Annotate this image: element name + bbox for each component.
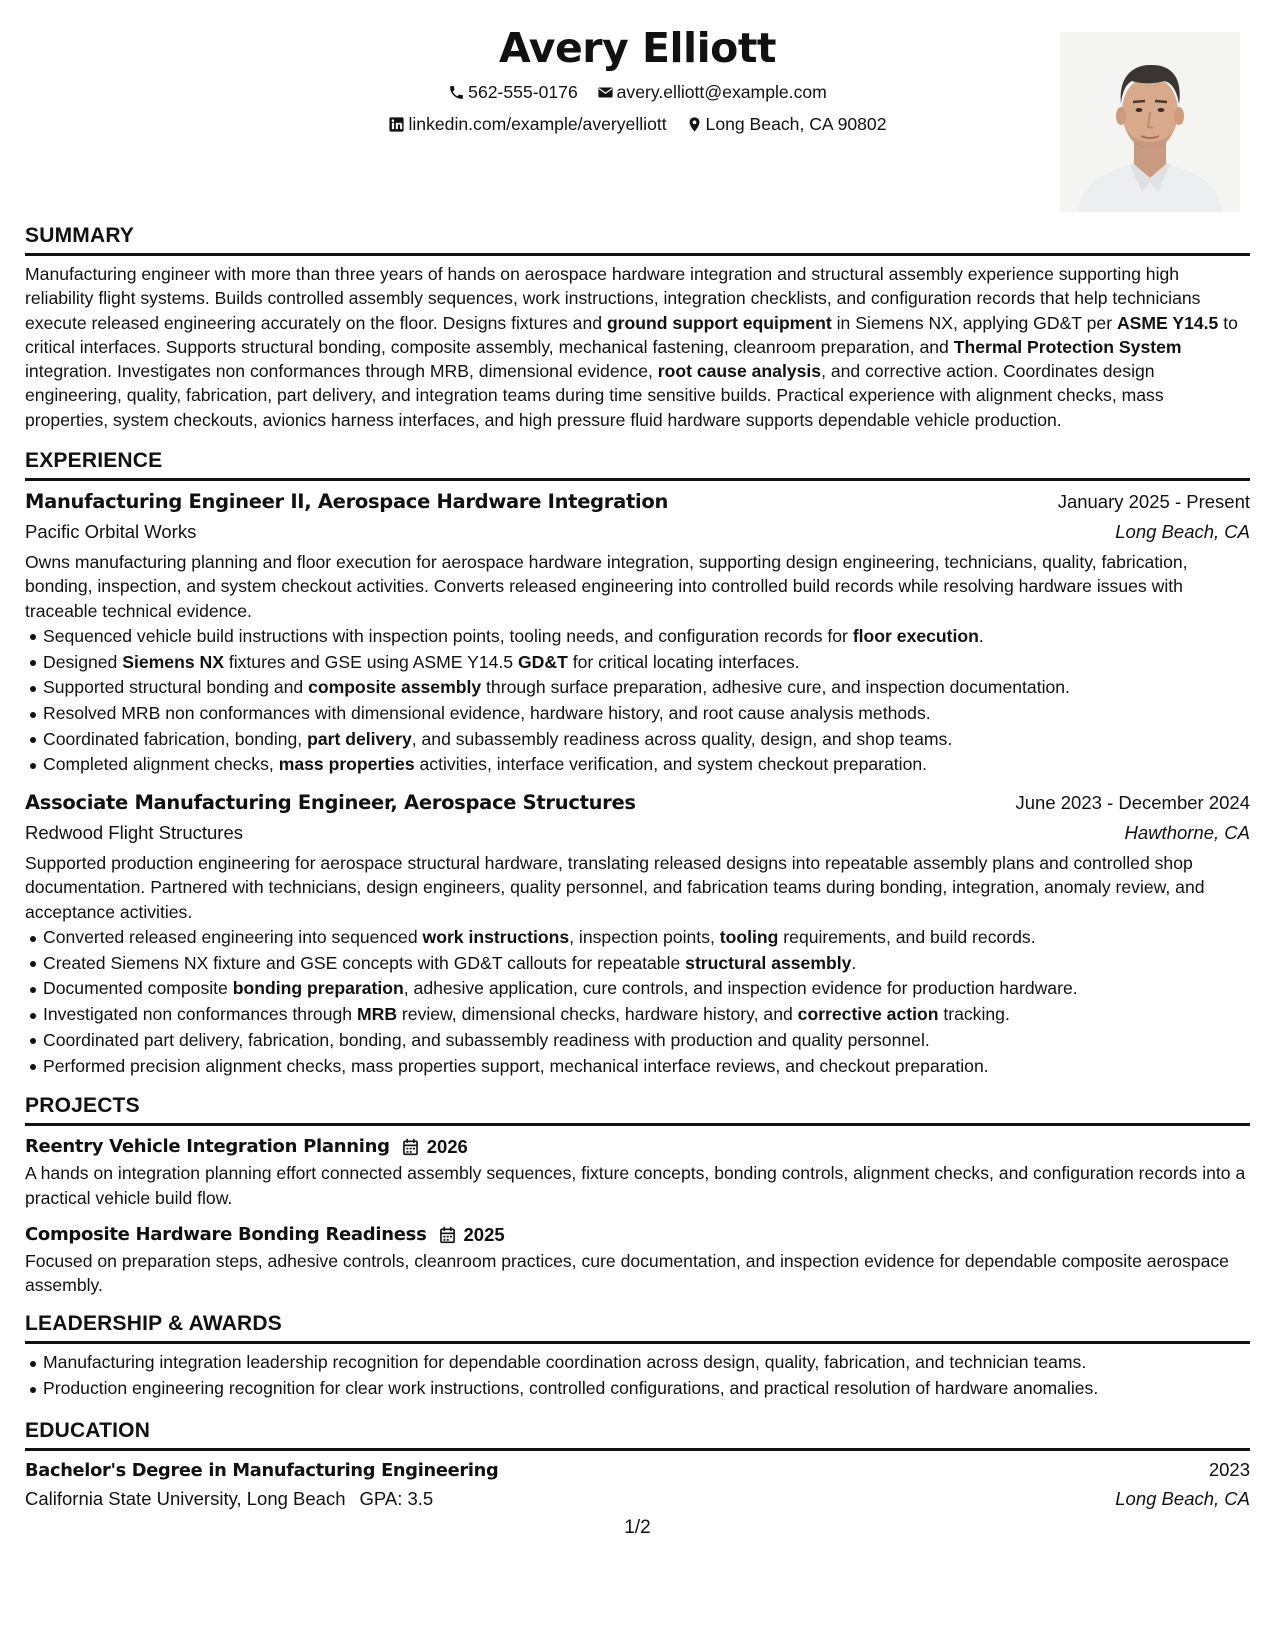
bullet-text: , adhesive application, cure controls, and inspection evidence for production hardware.	[403, 978, 1078, 999]
award-item: Production engineering recognition for clear work instructions, controlled configurations, and practical resolution of hardware anomalies.	[25, 1376, 1250, 1402]
bullet-text: Created Siemens NX fixture and GSE concepts with GD&T callouts for repeatable	[43, 952, 686, 973]
location-pin-icon	[686, 116, 703, 133]
summary-text: in Siemens NX, applying GD&T per	[831, 312, 1117, 333]
job-dates: January 2025 - Present	[1057, 491, 1250, 513]
summary-keyword: ASME Y14.5	[1116, 312, 1219, 333]
bullet-text: tracking.	[938, 1004, 1010, 1025]
page-number: 1/2	[624, 1517, 651, 1538]
bullet-text: activities, interface verification, and system checkout preparation.	[414, 754, 928, 775]
calendar-icon	[402, 1138, 419, 1156]
summary-heading: SUMMARY	[25, 223, 1250, 256]
summary-keyword: root cause analysis	[657, 361, 822, 382]
job-dates: June 2023 - December 2024	[1015, 792, 1250, 814]
bullet-item	[25, 1028, 1250, 1054]
bullet-item	[25, 1054, 1250, 1080]
bullet-item	[25, 752, 1250, 778]
bullet-item	[25, 1002, 1250, 1028]
project-year-text: 2026	[426, 1136, 468, 1158]
email-contact[interactable]	[597, 80, 827, 104]
bullet-keyword: GD&T	[517, 651, 568, 672]
bullet-text: Investigated non conformances through	[43, 1004, 357, 1025]
bullet-text: , and subassembly readiness across quality, design, and shop teams.	[411, 728, 953, 749]
job-location: Long Beach, CA	[1115, 521, 1250, 543]
location-contact	[686, 112, 887, 136]
candidate-name: Avery Elliott	[498, 24, 777, 72]
project-title: Reentry Vehicle Integration Planning	[25, 1136, 390, 1158]
bullet-text: fixtures and GSE using ASME Y14.5	[223, 651, 518, 672]
project-entry	[25, 1133, 1250, 1210]
project-description: A hands on integration planning effort connected assembly sequences, fixture concepts, bonding controls, alignment checks, and configuration records into a practical vehicle build flow.	[25, 1163, 1246, 1208]
summary-text: Manufacturing engineer with more than three years of hands on aerospace hardware integration and structural assembly experience supporting high reliability flight systems. Builds controlled assembly sequences, work instructions, integration checklists, and configuration records that help technicians execute released engineering accurately on the floor. Designs fixtures and	[25, 264, 1201, 333]
bullet-keyword: composite assembly	[308, 677, 482, 698]
calendar-icon	[439, 1226, 456, 1244]
bullet-keyword: work instructions	[422, 927, 570, 948]
profile-photo	[1060, 32, 1240, 212]
bullet-text: for critical locating interfaces.	[567, 651, 800, 672]
bullet-item	[25, 650, 1250, 676]
project-year-text: 2025	[463, 1223, 505, 1245]
bullet-text: Supported structural bonding and	[43, 677, 309, 698]
job-description: Supported production engineering for aerospace structural hardware, translating released designs into repeatable assembly plans and controlled shop documentation. Partnered with technicians, design engineers, quality personnel, and fabrication teams during bonding, integration, anomaly review, and acceptance activities.	[25, 853, 1205, 922]
portrait-image	[1060, 32, 1240, 212]
bullet-text: Resolved MRB non conformances with dimensional evidence, hardware history, and root cause analysis methods.	[43, 703, 931, 724]
job-entry	[25, 486, 1250, 778]
bullet-text: Sequenced vehicle build instructions with inspection points, tooling needs, and configuration records for	[43, 625, 853, 646]
projects-heading: PROJECTS	[25, 1093, 1250, 1126]
job-company: Pacific Orbital Works	[25, 521, 197, 543]
project-description: Focused on preparation steps, adhesive controls, cleanroom practices, cure documentation, and inspection evidence for dependable composite aerospace assembly.	[25, 1250, 1229, 1296]
bullet-text: Coordinated fabrication, bonding,	[43, 728, 308, 749]
linkedin-text: linkedin.com/example/averyelliott	[408, 114, 667, 134]
bullet-text: review, dimensional checks, hardware history, and	[397, 1004, 798, 1025]
school-name: California State University, Long Beach	[25, 1487, 346, 1509]
phone-text: 562-555-0176	[468, 82, 578, 102]
bullet-item	[25, 701, 1250, 727]
bullet-text: .	[978, 625, 984, 646]
project-entry	[25, 1221, 1250, 1298]
job-bullets	[25, 925, 1250, 1079]
bullet-item	[25, 675, 1250, 701]
bullet-text: Completed alignment checks,	[43, 754, 279, 775]
job-title: Associate Manufacturing Engineer, Aerospace Structures	[25, 791, 636, 815]
bullet-text: through surface preparation, adhesive cure, and inspection documentation.	[481, 677, 1070, 698]
project-year	[402, 1133, 468, 1161]
bullet-keyword: Siemens NX	[122, 651, 224, 672]
bullet-text: Designed	[43, 651, 123, 672]
bullet-keyword: structural assembly	[685, 952, 852, 973]
project-year	[439, 1221, 505, 1249]
bullet-keyword: part delivery	[307, 728, 412, 749]
job-bullets	[25, 624, 1250, 778]
phone-contact[interactable]	[448, 80, 578, 104]
degree-title: Bachelor's Degree in Manufacturing Engineering	[25, 1459, 499, 1481]
location-text: Long Beach, CA 90802	[705, 114, 887, 134]
bullet-keyword: bonding preparation	[232, 978, 404, 999]
bullet-item	[25, 624, 1250, 650]
leadership-heading: LEADERSHIP & AWARDS	[25, 1311, 1250, 1344]
summary-keyword: ground support equipment	[606, 312, 832, 333]
bullet-keyword: floor execution	[852, 625, 979, 646]
email-text: avery.elliott@example.com	[616, 82, 827, 102]
job-description: Owns manufacturing planning and floor execution for aerospace hardware integration, supporting design engineering, technicians, quality, fabrication, bonding, inspection, and system checkout activities. Converts released engineering into controlled build records while resolving hardware issues with traceable technical evidence.	[25, 552, 1188, 621]
bullet-text: , inspection points,	[569, 927, 720, 948]
resume-header	[25, 18, 1250, 223]
summary-keyword: Thermal Protection System	[953, 336, 1182, 357]
job-title: Manufacturing Engineer II, Aerospace Hardware Integration	[25, 490, 669, 514]
bullet-text: .	[851, 952, 857, 973]
bullet-keyword: mass properties	[278, 754, 415, 775]
bullet-text: Documented composite	[43, 978, 233, 999]
leadership-list	[25, 1350, 1250, 1401]
bullet-text: Coordinated part delivery, fabrication, bonding, and subassembly readiness with production and quality personnel.	[43, 1029, 930, 1050]
experience-heading: EXPERIENCE	[25, 448, 1250, 481]
summary-text: , and corrective action. Coordinates design engineering, quality, fabrication, part delivery, and integration teams during time sensitive builds. Practical experience with alignment checks, mass properties, system checkouts, avionics harness interfaces, and high pressure fluid hardware supports dependable vehicle production.	[25, 361, 1164, 430]
summary-text: integration. Investigates non conformances through MRB, dimensional evidence,	[25, 361, 658, 382]
bullet-text: requirements, and build records.	[778, 927, 1036, 948]
school-location: Long Beach, CA	[1115, 1487, 1250, 1509]
resume-page	[25, 18, 1250, 1513]
education-heading: EDUCATION	[25, 1418, 1250, 1451]
bullet-item	[25, 925, 1250, 951]
bullet-item	[25, 976, 1250, 1002]
gpa-text: GPA: 3.5	[359, 1487, 434, 1509]
project-title: Composite Hardware Bonding Readiness	[25, 1223, 427, 1245]
email-icon	[597, 84, 614, 101]
summary-text: to critical interfaces. Supports structural bonding, composite assembly, mechanical fastening, cleanroom preparation, and	[25, 312, 1238, 357]
bullet-item	[25, 951, 1250, 977]
job-entry	[25, 787, 1250, 1079]
job-location: Hawthorne, CA	[1124, 822, 1250, 844]
award-item: Manufacturing integration leadership recognition for dependable coordination across design, quality, fabrication, and technician teams.	[25, 1350, 1250, 1376]
bullet-text: Converted released engineering into sequenced	[43, 927, 423, 948]
summary-paragraph	[25, 262, 1250, 432]
bullet-keyword: tooling	[719, 927, 779, 948]
graduation-year: 2023	[1208, 1458, 1250, 1480]
linkedin-icon	[388, 116, 405, 133]
bullet-item	[25, 727, 1250, 753]
linkedin-contact[interactable]	[388, 112, 666, 136]
job-company: Redwood Flight Structures	[25, 822, 243, 844]
phone-icon	[448, 84, 465, 101]
bullet-text: Performed precision alignment checks, mass properties support, mechanical interface reviews, and checkout preparation.	[43, 1055, 989, 1076]
bullet-keyword: MRB	[356, 1004, 398, 1025]
bullet-keyword: corrective action	[797, 1004, 939, 1025]
